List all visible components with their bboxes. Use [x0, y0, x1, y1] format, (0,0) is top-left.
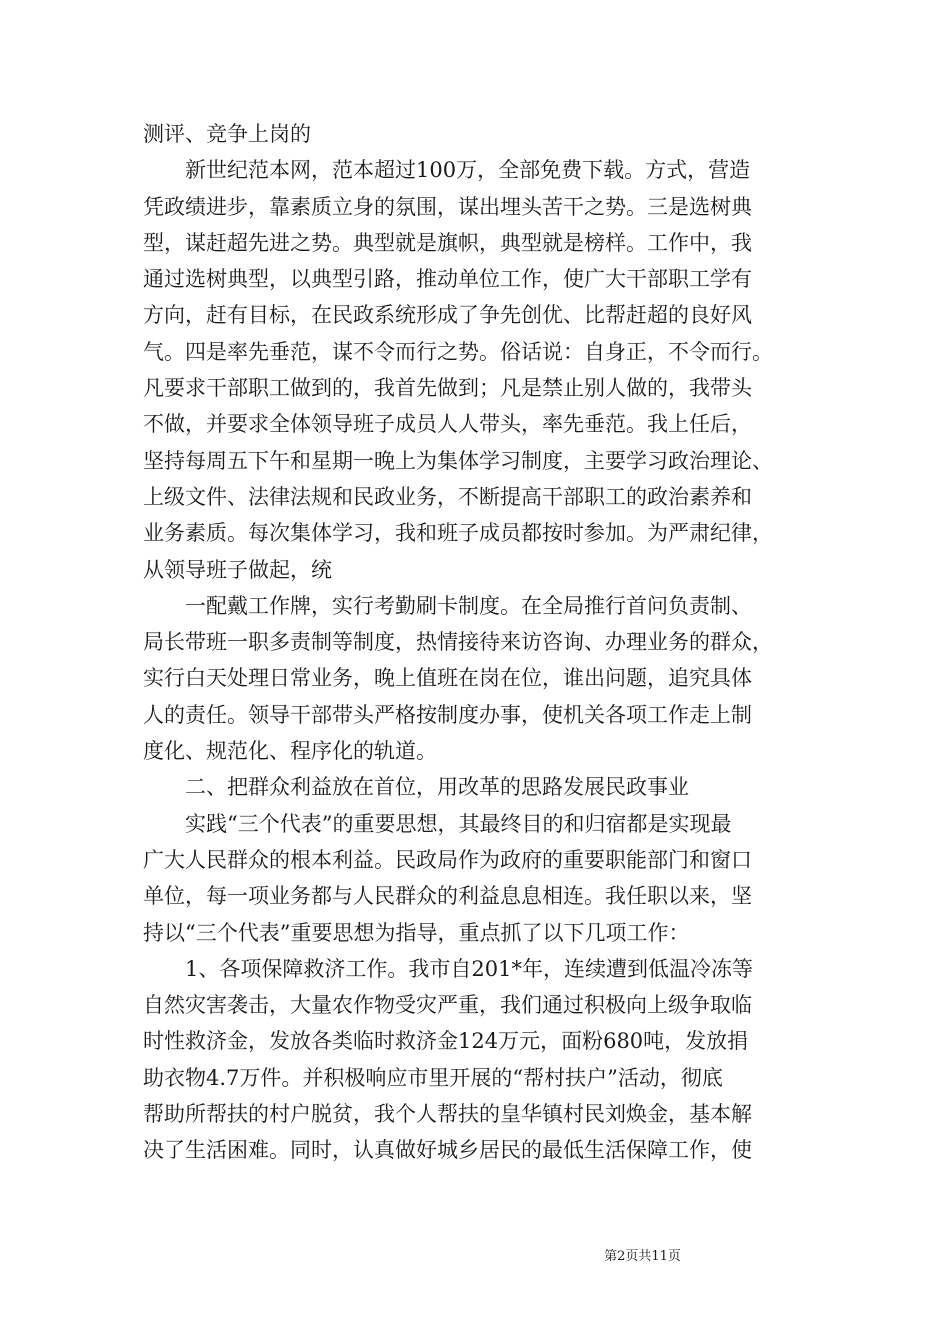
text-line: 助衣物4.7万件。并积极响应市里开展的“帮村扶户”活动，彻底: [143, 1065, 723, 1090]
text-line: 度化、规范化、程序化的轨道。: [143, 739, 437, 764]
text-line: 业务素质。每次集体学习，我和班子成员都按时参加。为严肃纪律，: [143, 521, 773, 546]
page-footer: 第2页共11页: [604, 1249, 681, 1264]
document-body: [143, 116, 813, 1169]
text-line: 实行白天处理日常业务，晚上值班在岗在位，谁出问题，追究具体: [143, 666, 752, 691]
text-line: 二、把群众利益放在首位，用改革的思路发展民政事业: [185, 775, 689, 800]
text-line: 一配戴工作牌，实行考勤刷卡制度。在全局推行首问负责制、: [185, 593, 752, 618]
text-line: 气。四是率先垂范，谋不令而行之势。俗话说：自身正，不令而行。: [143, 339, 773, 364]
text-line: 广大人民群众的根本利益。民政局作为政府的重要职能部门和窗口: [143, 847, 752, 872]
text-line: 帮助所帮扶的村户脱贫，我个人帮扶的皇华镇村民刘焕金，基本解: [143, 1102, 752, 1127]
text-line: 型，谋赶超先进之势。典型就是旗帜，典型就是榜样。工作中，我: [143, 230, 752, 255]
text-line: 方向，赶有目标，在民政系统形成了争先创优、比帮赶超的良好风: [143, 303, 752, 328]
text-line: 上级文件、法律法规和民政业务，不断提高干部职工的政治素养和: [143, 484, 752, 509]
text-line: 不做，并要求全体领导班子成员人人带头，率先垂范。我上任后，: [143, 412, 752, 437]
text-line: 实践“三个代表”的重要思想，其最终目的和归宿都是实现最: [185, 811, 732, 836]
text-line: 决了生活困难。同时，认真做好城乡居民的最低生活保障工作，使: [143, 1138, 752, 1163]
text-line: 通过选树典型，以典型引路，推动单位工作，使广大干部职工学有: [143, 267, 752, 292]
text-line: 人的责任。领导干部带头严格按制度办事，使机关各项工作走上制: [143, 702, 752, 727]
text-line: 单位，每一项业务都与人民群众的利益息息相连。我任职以来，坚: [143, 884, 752, 909]
text-line: 局长带班一职多责制等制度，热情接待来访咨询、办理业务的群众，: [143, 630, 773, 655]
text-line: 自然灾害袭击，大量农作物受灾严重，我们通过积极向上级争取临: [143, 993, 752, 1018]
text-line: 从领导班子做起，统: [143, 557, 332, 582]
text-line: 凡要求干部职工做到的，我首先做到；凡是禁止别人做的，我带头: [143, 376, 752, 401]
text-line: 凭政绩进步，靠素质立身的氛围，谋出埋头苦干之势。三是选树典: [143, 194, 752, 219]
text-line: 时性救济金，发放各类临时救济金124万元，面粉680吨，发放捐: [143, 1029, 749, 1054]
text-line: 测评、竞争上岗的: [143, 122, 311, 146]
text-line: 坚持每周五下午和星期一晚上为集体学习制度，主要学习政治理论、: [143, 448, 773, 473]
text-line: 新世纪范本网，范本超过100万，全部免费下载。方式，营造: [185, 158, 751, 183]
text-line: 持以“三个代表”重要思想为指导，重点抓了以下几项工作：: [143, 920, 690, 945]
text-line: 1、各项保障救济工作。我市自201*年，连续遭到低温冷冻等: [185, 956, 753, 981]
